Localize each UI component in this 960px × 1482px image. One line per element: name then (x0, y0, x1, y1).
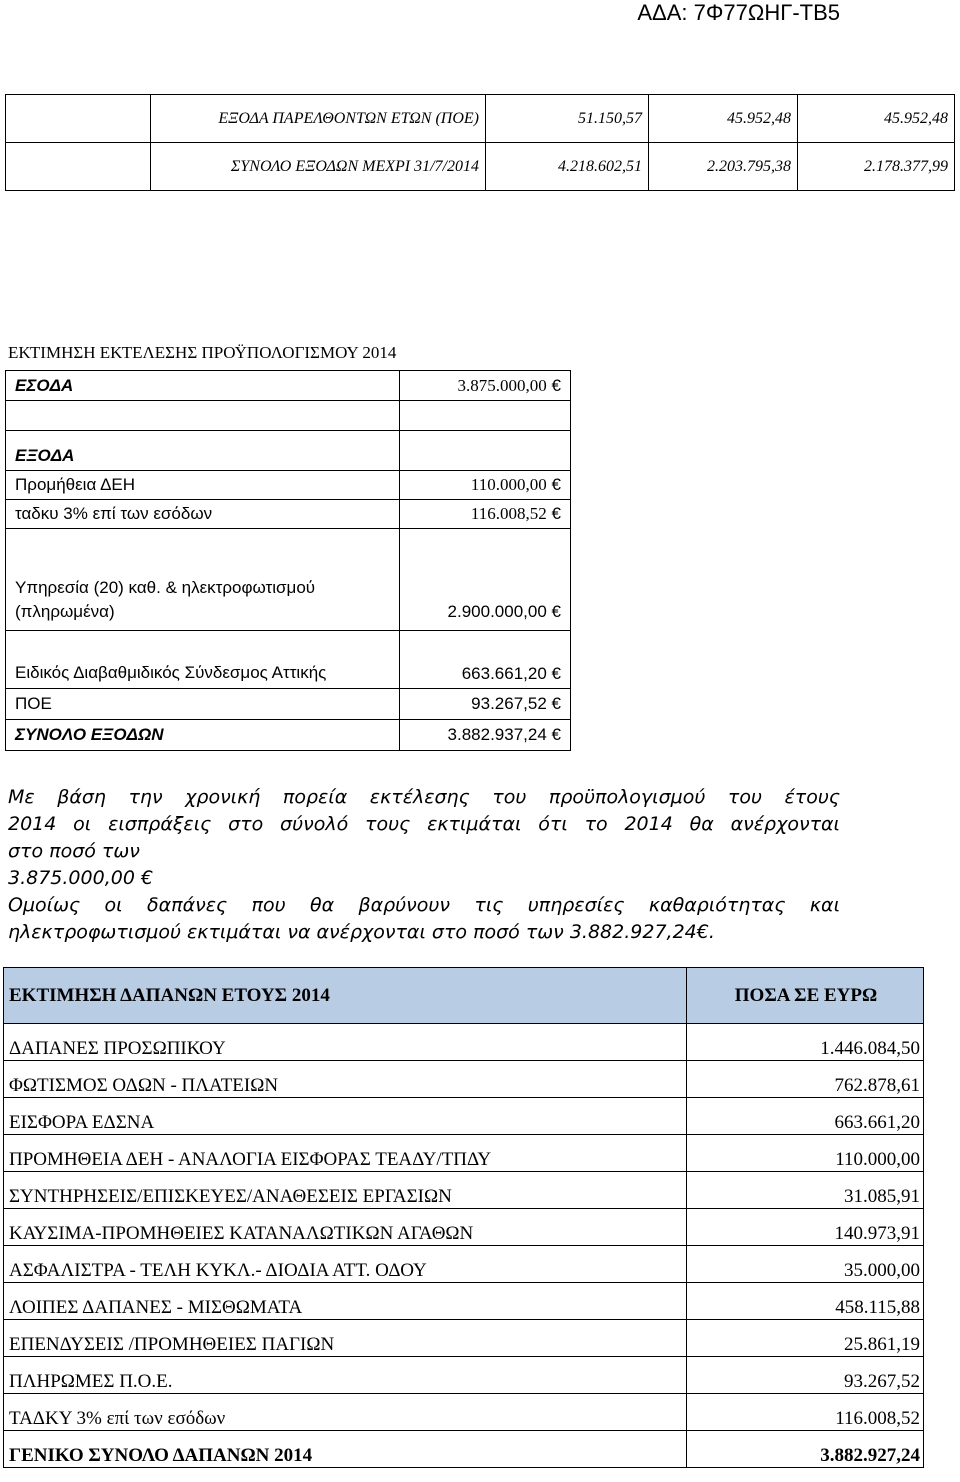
table-row (6, 689, 571, 720)
empty-cell (6, 401, 400, 431)
row-amount: 140.973,91 (687, 1209, 924, 1246)
table-row (4, 1209, 924, 1246)
row-amount: 458.115,88 (687, 1283, 924, 1320)
total-amount: 3.882.927,24 (687, 1431, 924, 1468)
row-label: ΦΩΤΙΣΜΟΣ ΟΔΩΝ - ΠΛΑΤΕΙΩΝ (4, 1061, 687, 1098)
row-label: ΤΑΔΚΥ 3% επί των εσόδων (4, 1394, 687, 1431)
table-row (6, 631, 571, 689)
income-label: ΕΣΟΔΑ (6, 371, 400, 401)
item-value: 663.661,20 (461, 664, 547, 683)
table-row (6, 143, 955, 191)
table-row (4, 1172, 924, 1209)
table-row (4, 1246, 924, 1283)
table-row (6, 529, 571, 631)
item-label: Υπηρεσία (20) καθ. & ηλεκτροφωτισμού (πληρωμένα) (6, 529, 400, 631)
table-row (6, 371, 571, 401)
euro-icon: € (140, 867, 154, 889)
table-row (6, 500, 571, 529)
paragraph-line: 2014 οι εισπράξεις στο σύνολό τους εκτιμάται ότι το 2014 θα ανέρχονται (8, 813, 840, 835)
expenses-summary-table (5, 94, 955, 191)
income-amount: 3.875.000,00 (8, 867, 135, 889)
table-row (6, 720, 571, 751)
row-amount: 35.000,00 (687, 1246, 924, 1283)
row-label: ΚΑΥΣΙΜΑ-ΠΡΟΜΗΘΕΙΕΣ ΚΑΤΑΝΑΛΩΤΙΚΩΝ ΑΓΑΘΩΝ (4, 1209, 687, 1246)
item-label: ταδκυ 3% επί των εσόδων (6, 500, 400, 529)
paragraph-line: στο ποσό των (8, 840, 140, 862)
euro-icon: € (551, 664, 561, 683)
item-value-cell (400, 500, 571, 529)
total-value: 3.882.937,24 (447, 725, 547, 744)
row-amount: 1.446.084,50 (687, 1024, 924, 1061)
table-total-row (4, 1431, 924, 1468)
empty-cell (400, 401, 571, 431)
estimate-title: ΕΚΤΙΜΗΣΗ ΕΚΤΕΛΕΣΗΣ ΠΡΟΫΠΟΛΟΓΙΣΜΟΥ 2014 (8, 343, 397, 362)
item-value: 110.000,00 (470, 475, 547, 494)
estimate-table (5, 370, 571, 751)
empty-cell (6, 143, 151, 191)
euro-icon: € (551, 694, 561, 713)
table-row (6, 401, 571, 431)
row-amount: 762.878,61 (687, 1061, 924, 1098)
row-amount: 93.267,52 (687, 1357, 924, 1394)
item-label: Ειδικός Διαβαθμιδικός Σύνδεσμος Αττικής (6, 631, 400, 689)
euro-icon: € (551, 504, 561, 523)
empty-cell (6, 95, 151, 143)
table-row (4, 1320, 924, 1357)
item-value-cell (400, 471, 571, 500)
total-value-cell (400, 720, 571, 751)
item-label: Προμήθεια ΔΕΗ (6, 471, 400, 500)
value-cell: 45.952,48 (798, 95, 955, 143)
expenses-label: ΕΞΟΔΑ (6, 431, 400, 471)
value-cell: 51.150,57 (486, 95, 649, 143)
value-cell: 2.203.795,38 (649, 143, 798, 191)
expense-sentence: ηλεκτροφωτισμού εκτιμάται να ανέρχονται στο ποσό των 3.882.927,24 (8, 921, 697, 943)
paragraph-line (8, 865, 840, 892)
table-row (4, 1061, 924, 1098)
table-row (6, 95, 955, 143)
item-label: ΠΟΕ (6, 689, 400, 720)
empty-cell (400, 431, 571, 471)
total-label: ΓΕΝΙΚΟ ΣΥΝΟΛΟ ΔΑΠΑΝΩΝ 2014 (4, 1431, 687, 1468)
table-header-row (4, 968, 924, 1024)
table-row (4, 1098, 924, 1135)
row-label: ΕΙΣΦΟΡΑ ΕΔΣΝΑ (4, 1098, 687, 1135)
paragraph-line: Με βάση την χρονική πορεία εκτέλεσης του προϋπολογισμού του έτους (8, 786, 840, 808)
row-label: ΣΥΝΤΗΡΗΣΕΙΣ/ΕΠΙΣΚΕΥΕΣ/ΑΝΑΘΕΣΕΙΣ ΕΡΓΑΣΙΩΝ (4, 1172, 687, 1209)
euro-icon: € (551, 475, 561, 494)
income-value-cell (400, 371, 571, 401)
table-row (4, 1283, 924, 1320)
euro-icon: € (696, 921, 709, 943)
header-amount: ΠΟΣΑ ΣΕ ΕΥΡΩ (687, 968, 924, 1024)
row-label: ΑΣΦΑΛΙΣΤΡΑ - ΤΕΛΗ ΚΥΚΛ.- ΔΙΟΔΙΑ ΑΤΤ. ΟΔΟΥ (4, 1246, 687, 1283)
table-row (4, 1357, 924, 1394)
row-label: ΛΟΙΠΕΣ ΔΑΠΑΝΕΣ - ΜΙΣΘΩΜΑΤΑ (4, 1283, 687, 1320)
euro-icon: € (551, 725, 561, 744)
value-cell: 2.178.377,99 (798, 143, 955, 191)
euro-icon: € (551, 375, 561, 395)
row-label: ΕΞΟΔΑ ΠΑΡΕΛΘΟΝΤΩΝ ΕΤΩΝ (ΠΟΕ) (151, 95, 486, 143)
item-value: 2.900.000,00 (447, 602, 547, 621)
table-row (4, 1024, 924, 1061)
item-value-cell (400, 631, 571, 689)
row-label: ΕΠΕΝΔΥΣΕΙΣ /ΠΡΟΜΗΘΕΙΕΣ ΠΑΓΙΩΝ (4, 1320, 687, 1357)
value-cell: 4.218.602,51 (486, 143, 649, 191)
row-label: ΣΥΝΟΛΟ ΕΞΟΔΩΝ ΜΕΧΡΙ 31/7/2014 (151, 143, 486, 191)
value-cell: 45.952,48 (649, 95, 798, 143)
row-amount: 116.008,52 (687, 1394, 924, 1431)
paragraph-line (8, 919, 840, 946)
row-amount: 663.661,20 (687, 1098, 924, 1135)
table-row (4, 1394, 924, 1431)
paragraph-line: Ομοίως οι δαπάνες που θα βαρύνουν τις υπηρεσίες καθαριότητας και (8, 894, 840, 916)
table-row (4, 1135, 924, 1172)
total-label: ΣΥΝΟΛΟ ΕΞΟΔΩΝ (6, 720, 400, 751)
income-value: 3.875.000,00 (457, 375, 547, 395)
row-label: ΔΑΠΑΝΕΣ ΠΡΟΣΩΠΙΚΟΥ (4, 1024, 687, 1061)
item-value-cell (400, 689, 571, 720)
row-amount: 31.085,91 (687, 1172, 924, 1209)
ada-code: ΑΔΑ: 7Φ77ΩΗΓ-ΤΒ5 (637, 0, 840, 25)
sentence-end: . (708, 921, 715, 943)
item-value: 116.008,52 (470, 504, 547, 523)
row-amount: 110.000,00 (687, 1135, 924, 1172)
header-label: ΕΚΤΙΜΗΣΗ ΔΑΠΑΝΩΝ ΕΤΟΥΣ 2014 (4, 968, 687, 1024)
row-label: ΠΛΗΡΩΜΕΣ Π.Ο.Ε. (4, 1357, 687, 1394)
row-label: ΠΡΟΜΗΘΕΙΑ ΔΕΗ - ΑΝΑΛΟΓΙΑ ΕΙΣΦΟΡΑΣ ΤΕΑΔΥ/ΤΠΔΥ (4, 1135, 687, 1172)
item-value: 93.267,52 (471, 694, 547, 713)
euro-icon: € (551, 602, 561, 621)
table-row (6, 431, 571, 471)
item-value-cell (400, 529, 571, 631)
cost-estimate-table (3, 967, 924, 1468)
table-row (6, 471, 571, 500)
row-amount: 25.861,19 (687, 1320, 924, 1357)
estimate-paragraph (8, 784, 840, 946)
